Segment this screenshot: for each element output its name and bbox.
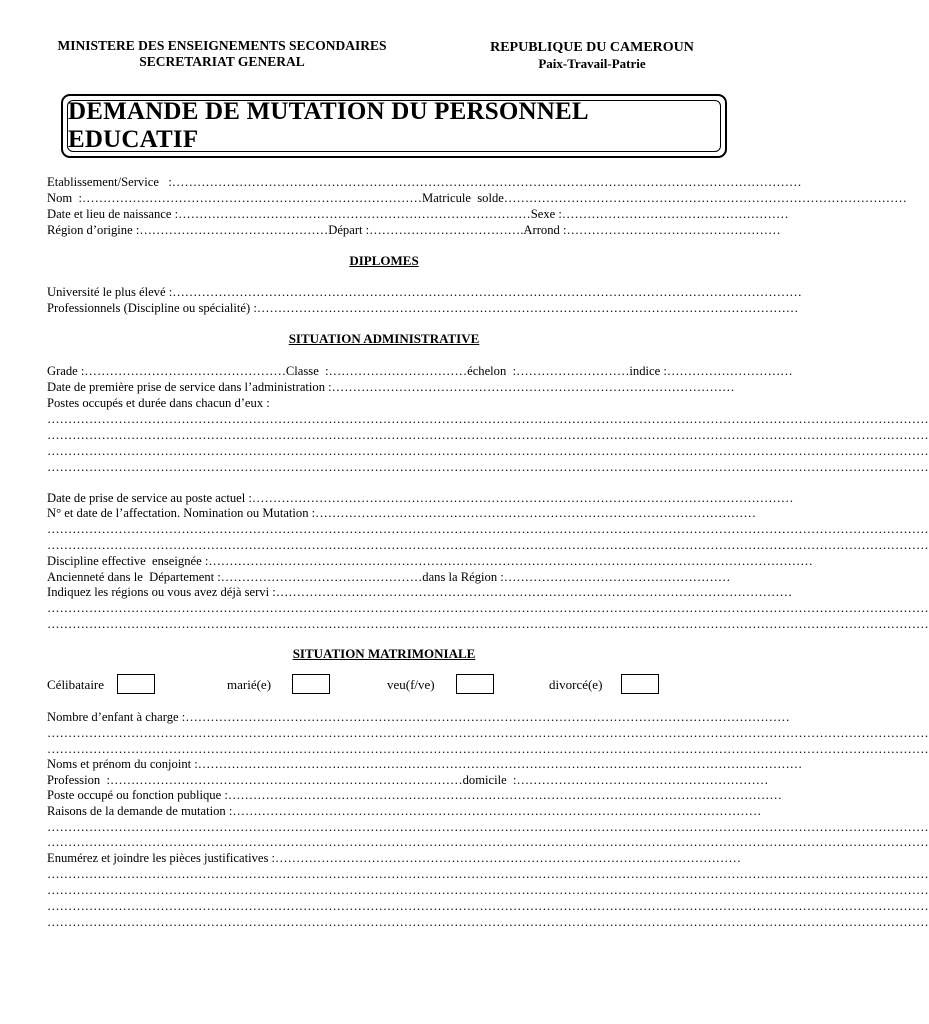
naissance-sexe-field[interactable]: Date et lieu de naissance :…………………………………………………………………………Sexe :……………………………………………… xyxy=(47,207,789,221)
page-title: DEMANDE DE MUTATION DU PERSONNEL EDUCATIF xyxy=(68,98,588,153)
anciennete-field[interactable]: Ancienneté dans le Département :…………………………………………dans la Région :……………………………………………… xyxy=(47,570,731,584)
ministry-header xyxy=(20,38,424,70)
discipline-field[interactable]: Discipline effective enseignée :……………………………………………………………………………………………………………………………… xyxy=(47,554,813,568)
enfants-field[interactable]: Nombre d’enfant à charge :……………………………………………………………………………………………………………………………… xyxy=(47,710,790,724)
regions-servies-line[interactable]: ………………………………………………………………………………………………………………………………………………………………………………………… xyxy=(47,617,929,631)
republic-header xyxy=(462,40,722,72)
etablissement-field[interactable]: Etablissement/Service :…………………………………………………………………………………………………………………………………… xyxy=(47,175,802,189)
national-motto: Paix-Travail-Patrie xyxy=(538,56,646,71)
postes-occupes-line[interactable]: ………………………………………………………………………………………………………………………………………………………………………………………… xyxy=(47,428,929,442)
grade-classe-field[interactable]: Grade :…………………………………………Classe :……………………………échelon :………………………indice :………………………… xyxy=(47,364,793,378)
regions-servies-field[interactable]: Indiquez les régions ou vous avez déjà servi :…………………………………………………………………………………………………………… xyxy=(47,585,793,599)
title-frame xyxy=(61,94,727,158)
affectation-line[interactable]: ………………………………………………………………………………………………………………………………………………………………………………………… xyxy=(47,522,929,536)
section-diplomes-heading: DIPLOMES xyxy=(349,253,419,268)
prise-poste-actuel-field[interactable]: Date de prise de service au poste actuel :………………………………………………………………………………………………………………… xyxy=(47,491,794,505)
pieces-field[interactable]: Enumérez et joindre les pièces justificatives :………………………………………………………………………………………………… xyxy=(47,851,741,865)
postes-occupes-line[interactable]: ………………………………………………………………………………………………………………………………………………………………………………………… xyxy=(47,460,929,474)
marie-checkbox[interactable] xyxy=(292,674,330,694)
republic-name: REPUBLIQUE DU CAMEROUN xyxy=(490,40,694,55)
celibataire-label: Célibataire xyxy=(47,677,105,692)
pieces-line[interactable]: ………………………………………………………………………………………………………………………………………………………………………………………… xyxy=(47,867,929,881)
title-inner-frame xyxy=(67,100,721,152)
postes-occupes-line[interactable]: ………………………………………………………………………………………………………………………………………………………………………………………… xyxy=(47,444,929,458)
divorce-checkbox[interactable] xyxy=(621,674,659,694)
celibataire-checkbox[interactable] xyxy=(117,674,155,694)
divorce-label: divorcé(e) xyxy=(549,677,603,692)
raisons-field[interactable]: Raisons de la demande de mutation :……………………………………………………………………………………………………………… xyxy=(47,804,762,818)
conjoint-field[interactable]: Noms et prénom du conjoint :……………………………………………………………………………………………………………………………… xyxy=(47,757,803,771)
universitaire-field[interactable]: Université le plus élevé :…………………………………………………………………………………………………………………………………… xyxy=(47,285,802,299)
veuf-checkbox[interactable] xyxy=(456,674,494,694)
raisons-line[interactable]: ………………………………………………………………………………………………………………………………………………………………………………………… xyxy=(47,820,929,834)
pieces-line[interactable]: ………………………………………………………………………………………………………………………………………………………………………………………… xyxy=(47,915,929,929)
poste-public-field[interactable]: Poste occupé ou fonction publique :…………………………………………………………………………………………………………………… xyxy=(47,788,782,802)
enfants-line[interactable]: ………………………………………………………………………………………………………………………………………………………………………………………… xyxy=(47,726,929,740)
pieces-line[interactable]: ………………………………………………………………………………………………………………………………………………………………………………………… xyxy=(47,883,929,897)
section-admin-heading: SITUATION ADMINISTRATIVE xyxy=(288,331,480,346)
veuf-label: veu(f/ve) xyxy=(387,677,435,692)
profession-domicile-field[interactable]: Profession :…………………………………………………………………………domicile :…………………………………………………… xyxy=(47,773,769,787)
postes-occupes-label: Postes occupés et durée dans chacun d’eux : xyxy=(47,396,270,410)
premiere-prise-field[interactable]: Date de première prise de service dans l’administration :…………………………………………………………………………………… xyxy=(47,380,735,394)
ministry-name: MINISTERE DES ENSEIGNEMENTS SECONDAIRES xyxy=(57,38,387,53)
affectation-line[interactable]: ………………………………………………………………………………………………………………………………………………………………………………………… xyxy=(47,538,929,552)
enfants-line[interactable]: ………………………………………………………………………………………………………………………………………………………………………………………… xyxy=(47,742,929,756)
nom-matricule-field[interactable]: Nom :………………………………………………………………………Matricule solde…………………………………………………………………………………… xyxy=(47,191,907,205)
marital-status-row xyxy=(47,674,737,696)
region-origine-field[interactable]: Région d’origine :………………………………………Départ :……………………………….Arrond :…………………………………………… xyxy=(47,223,781,237)
regions-servies-line[interactable]: ………………………………………………………………………………………………………………………………………………………………………………………… xyxy=(47,601,929,615)
affectation-field[interactable]: N° et date de l’affectation. Nomination ou Mutation :…………………………………………………………………………………………… xyxy=(47,506,756,520)
pieces-line[interactable]: ………………………………………………………………………………………………………………………………………………………………………………………… xyxy=(47,899,929,913)
marie-label: marié(e) xyxy=(227,677,272,692)
raisons-line[interactable]: ………………………………………………………………………………………………………………………………………………………………………………………… xyxy=(47,835,929,849)
section-matrimoniale-heading: SITUATION MATRIMONIALE xyxy=(292,646,476,661)
postes-occupes-line[interactable]: ………………………………………………………………………………………………………………………………………………………………………………………… xyxy=(47,412,929,426)
professionnels-field[interactable]: Professionnels (Discipline ou spécialité) :………………………………………………………………………………………………………………… xyxy=(47,301,799,315)
secretariat-name: SECRETARIAT GENERAL xyxy=(139,54,305,69)
